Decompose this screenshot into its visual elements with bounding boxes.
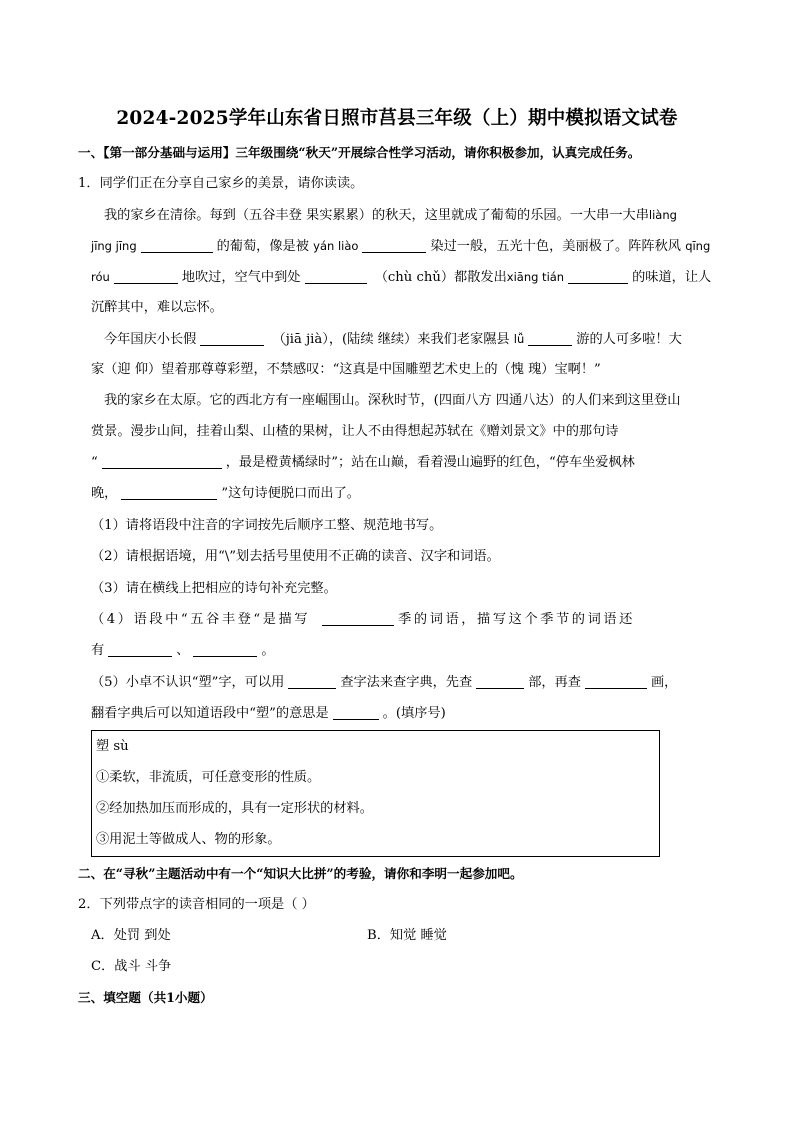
question-text: 有	[91, 643, 105, 658]
passage-2-line-2: 家（迎 仰）望着那尊尊彩塑，不禁感叹：“这真是中国雕塑艺术史上的（愧 瑰）宝啊！”	[91, 362, 601, 377]
answer-blank[interactable]	[568, 269, 628, 284]
passage-3-line-3	[91, 453, 635, 473]
sub-question-5-line-1	[91, 673, 677, 693]
passage-text: 游的人可多啦！大	[576, 332, 682, 347]
question-1-stem: 1．同学们正在分享自己家乡的美景，请你读读。	[78, 176, 364, 191]
answer-blank[interactable]	[476, 674, 524, 689]
passage-text: ，最是橙黄橘绿时”；站在山巅，看着漫山遍野的红色，“停车坐爱枫林	[225, 455, 635, 470]
dictionary-entry-box	[91, 730, 660, 857]
answer-blank[interactable]	[585, 674, 647, 689]
sub-question-5-line-2	[91, 704, 446, 724]
passage-text: 染过一般，五光十色，美丽极了。阵阵秋风	[430, 239, 681, 254]
passage-1-line-1	[104, 205, 677, 226]
question-text: 画，	[650, 675, 678, 690]
passage-text: （chù chǔ）都散发出	[374, 270, 507, 285]
question-text: （4）语段中“五谷丰登“是描写	[91, 612, 311, 627]
pinyin: liàng	[648, 208, 677, 222]
sub-question-4-line-2	[91, 641, 275, 661]
passage-2-line-1	[104, 329, 682, 350]
answer-blank[interactable]	[200, 331, 264, 346]
answer-blank[interactable]	[141, 238, 213, 253]
answer-blank[interactable]	[528, 331, 572, 346]
sub-question-3: （3）请在横线上把相应的诗句补充完整。	[91, 581, 337, 596]
pinyin: lǚ	[513, 332, 525, 346]
question-text: （5）小卓不认识“塑”字，可以用	[91, 675, 285, 690]
question-text: 。(填序号)	[382, 706, 446, 721]
passage-text: 地吹过，空气中到处	[181, 270, 301, 285]
passage-text: 的味道，让人	[632, 270, 712, 285]
passage-3-line-2: 赏景。漫步山间，挂着山梨、山楂的果树，让人不由得想起苏轼在《赠刘景文》中的那句诗	[91, 424, 619, 439]
passage-3-line-4	[91, 484, 360, 504]
pinyin: yán liào	[313, 239, 359, 253]
pinyin: qīng	[685, 239, 711, 253]
answer-blank[interactable]	[114, 269, 178, 284]
option-c[interactable]: C．战斗 斗争	[91, 959, 172, 974]
question-text: 季的词语，描写这个季节的词语还	[398, 612, 635, 627]
passage-1-line-4: 沉醉其中，难以忘怀。	[91, 300, 223, 315]
answer-blank[interactable]	[288, 674, 336, 689]
question-2-stem: 2．下列带点字的读音相同的一项是（ ）	[78, 897, 315, 912]
passage-text: 的葡萄，像是被	[216, 239, 309, 254]
option-a[interactable]: A．处罚 到处	[91, 928, 171, 943]
answer-blank[interactable]	[322, 611, 394, 626]
passage-text: 今年国庆小长假	[104, 332, 197, 347]
answer-blank[interactable]	[193, 642, 257, 657]
page-title: 2024-2025学年山东省日照市莒县三年级（上）期中模拟语文试卷	[116, 108, 678, 129]
passage-text: “	[91, 455, 98, 470]
passage-text: （jiā jià），(陆续 继续）来我们老家隰县	[272, 332, 510, 347]
sub-question-2: （2）请根据语境，用“\”划去括号里使用不正确的读音、汉字和词语。	[91, 549, 500, 564]
answer-blank[interactable]	[108, 642, 172, 657]
dictionary-headword: 塑 sù	[96, 739, 129, 754]
passage-3-line-1: 我的家乡在太原。它的西北方有一座崛围山。深秋时节，(四面八方 四通八达）的人们来到这里登山	[104, 393, 681, 408]
dictionary-definition-3: ③用泥土等做成人、物的形象。	[96, 832, 281, 847]
pinyin: xiāng tián	[506, 270, 565, 284]
question-text: 部，再查	[528, 675, 581, 690]
passage-text: 我的家乡在清徐。每到（五谷丰登 果实累累）的秋天，这里就成了葡萄的乐园。一大串一大串	[104, 208, 649, 223]
pinyin: jīng jīng	[91, 239, 137, 253]
passage-1-line-2	[91, 236, 710, 257]
question-text: 查字法来查字典，先查	[340, 675, 473, 690]
question-text: 、	[176, 643, 190, 658]
sub-question-4-line-1	[91, 610, 635, 630]
passage-1-line-3	[91, 267, 711, 288]
section-3-heading: 三、填空题（共1小题）	[78, 990, 213, 1005]
passage-text: 晚，	[91, 486, 118, 501]
dictionary-definition-1: ①柔软，非流质，可任意变形的性质。	[96, 770, 321, 785]
answer-blank[interactable]	[102, 454, 222, 469]
question-text: 翻看字典后可以知道语段中“塑”的意思是	[91, 706, 329, 721]
sub-question-1: （1）请将语段中注音的字词按先后顺序工整、规范地书写。	[91, 518, 443, 533]
answer-blank[interactable]	[333, 705, 379, 720]
option-b[interactable]: B．知觉 睡觉	[367, 928, 447, 943]
question-text: 。	[261, 643, 275, 658]
pinyin: róu	[91, 270, 110, 284]
dictionary-definition-2: ②经加热加压而形成的，具有一定形状的材料。	[96, 801, 373, 816]
answer-blank[interactable]	[305, 269, 367, 284]
answer-blank[interactable]	[121, 485, 217, 500]
section-2-heading: 二、在“寻秋”主题活动中有一个“知识大比拼”的考验，请你和李明一起参加吧。	[78, 866, 523, 881]
section-1-heading: 一、【第一部分基础与运用】三年级围绕“秋天”开展综合性学习活动，请你积极参加，认真完成任务。	[78, 145, 641, 160]
passage-text: ”这句诗便脱口而出了。	[221, 486, 360, 501]
answer-blank[interactable]	[362, 238, 426, 253]
